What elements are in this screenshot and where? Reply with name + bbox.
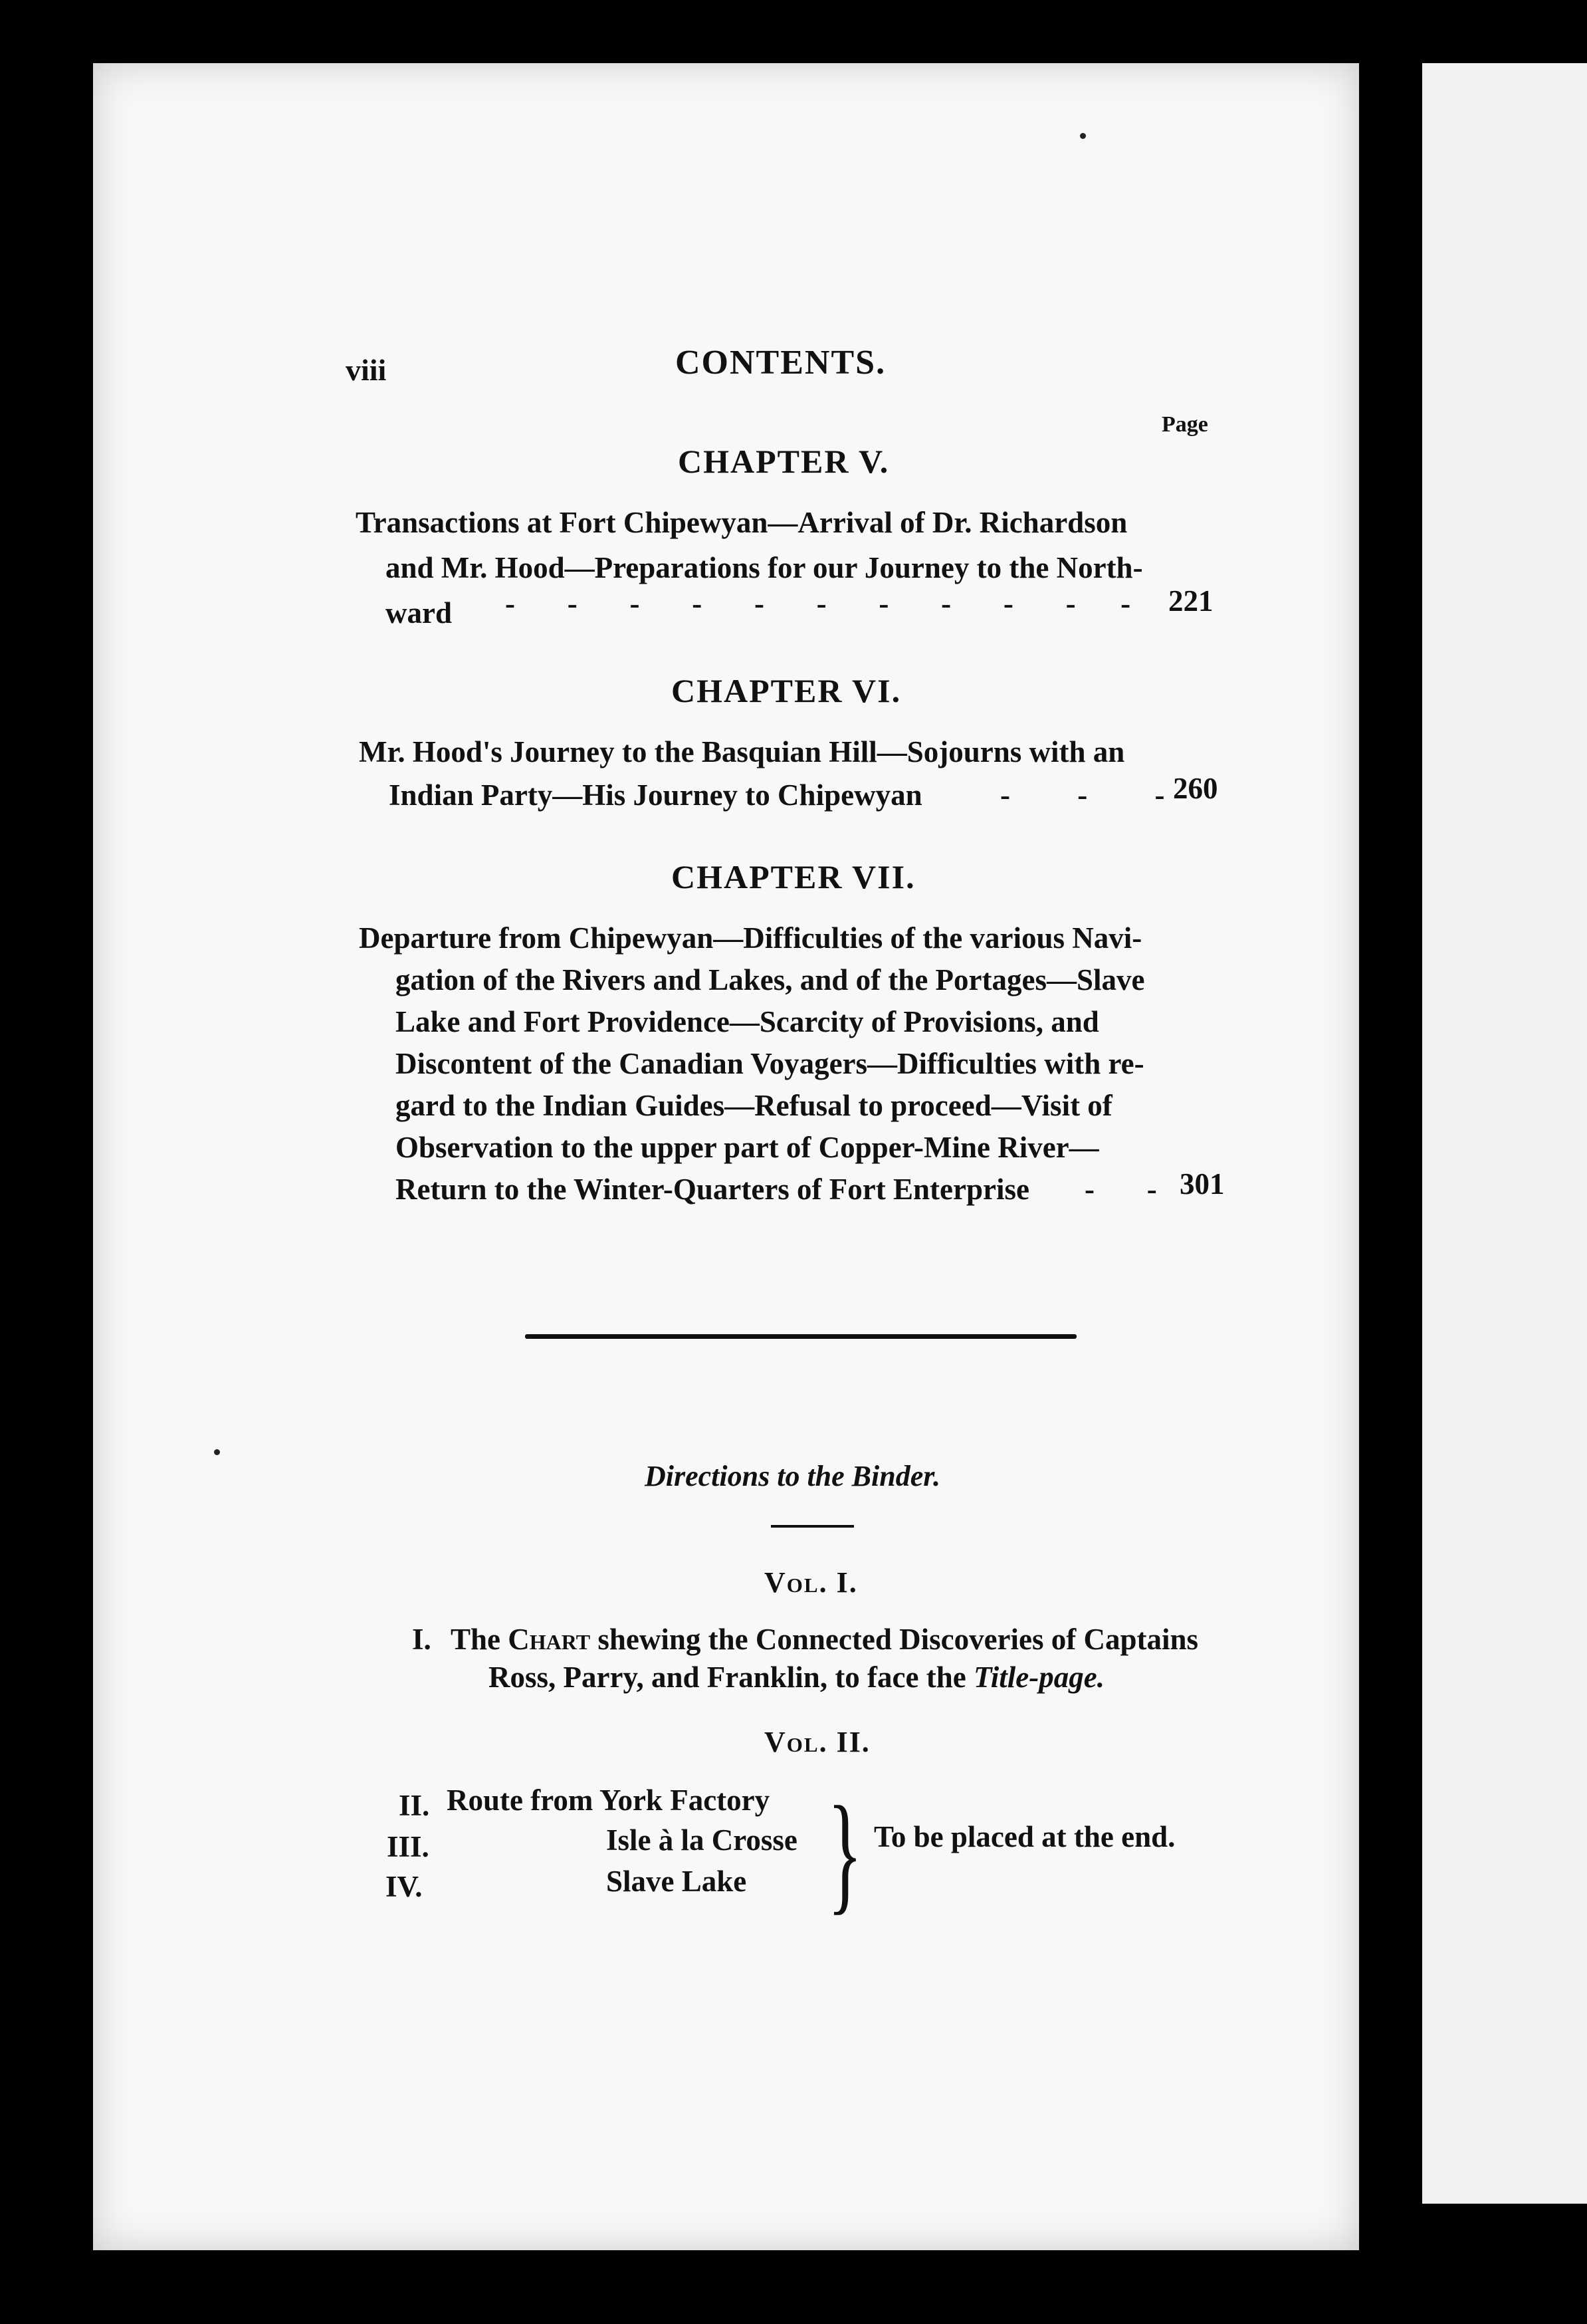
placement-note: To be placed at the end. — [874, 1820, 1176, 1853]
vol-2-item-4-number: IV. — [385, 1870, 423, 1903]
chapter-vii-line-7: Return to the Winter-Quarters of Fort Enterprise — [395, 1173, 1029, 1206]
chapter-vii-line-2: gation of the Rivers and Lakes, and of the Portages—Slave — [395, 963, 1145, 996]
vol-2-item-2-text: Route from York Factory — [447, 1784, 770, 1817]
short-rule — [771, 1525, 854, 1528]
chapter-vi-page: 260 — [1173, 772, 1218, 805]
book-binding — [1359, 53, 1422, 2260]
vol-2-item-3-number: III. — [387, 1830, 429, 1863]
chapter-vi-line-1: Mr. Hood's Journey to the Basquian Hill—Sojourns with an — [359, 735, 1125, 768]
facing-page-edge — [1422, 63, 1587, 2204]
page-number: viii — [346, 353, 387, 387]
scan-speck — [1080, 133, 1086, 139]
chapter-vii-line-4: Discontent of the Canadian Voyagers—Difficulties with re- — [395, 1047, 1144, 1080]
chapter-vi-leader-dots: - - - — [1000, 778, 1165, 812]
chapter-vii-line-1: Departure from Chipewyan—Difficulties of the various Navi- — [359, 921, 1142, 955]
chart-word: Chart — [508, 1623, 591, 1656]
binder-heading: Directions to the Binder. — [645, 1460, 940, 1492]
vol-2-item-3-text: Isle à la Crosse — [606, 1823, 797, 1857]
chapter-vi-line-2: Indian Party—His Journey to Chipewyan — [389, 778, 922, 812]
chapter-vii-page: 301 — [1180, 1167, 1225, 1201]
vol-1-item-line-2: Ross, Parry, and Franklin, to face the Title-page. — [488, 1661, 1105, 1694]
chapter-vii-line-6: Observation to the upper part of Copper-Mine River— — [395, 1131, 1099, 1164]
vol-1-label: Vol. I. — [764, 1566, 858, 1599]
section-divider — [525, 1334, 1077, 1339]
chapter-v-leader-dots: - - - - - - - - - - - — [505, 587, 1131, 620]
page-title: CONTENTS. — [675, 344, 887, 382]
chapter-v-heading: CHAPTER V. — [678, 443, 890, 480]
chapter-v-line-1: Transactions at Fort Chipewyan—Arrival of Dr. Richardson — [356, 506, 1128, 539]
grouping-brace: } — [827, 1780, 863, 1926]
vol-2-item-4-text: Slave Lake — [606, 1865, 747, 1898]
vol-2-item-2-number: II. — [399, 1789, 430, 1822]
scan-speck — [214, 1449, 220, 1455]
chapter-v-line-2: and Mr. Hood—Preparations for our Journey to the North- — [385, 551, 1143, 584]
vol-1-item-line-1: The Chart shewing the Connected Discoveries of Captains — [451, 1623, 1199, 1656]
chapter-vii-leader-dots: - - — [1085, 1173, 1157, 1206]
title-page-word: Title-page. — [973, 1661, 1105, 1694]
vol-2-label: Vol. II. — [764, 1726, 871, 1758]
page-column-label: Page — [1162, 412, 1208, 437]
chapter-vii-line-3: Lake and Fort Providence—Scarcity of Provisions, and — [395, 1005, 1099, 1038]
chapter-vii-line-5: gard to the Indian Guides—Refusal to proceed—Visit of — [395, 1089, 1112, 1122]
chapter-v-line-3: ward — [385, 596, 452, 630]
vol-1-item-number: I. — [412, 1623, 431, 1656]
chapter-vii-heading: CHAPTER VII. — [671, 858, 916, 895]
chapter-vi-heading: CHAPTER VI. — [671, 672, 902, 709]
chapter-v-page: 221 — [1168, 584, 1214, 618]
